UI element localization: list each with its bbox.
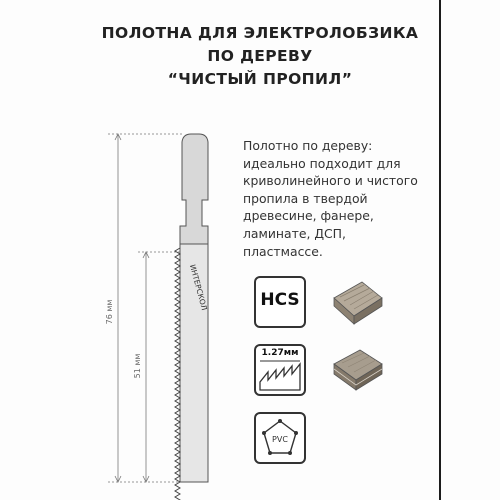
pvc-material-icon [254, 412, 306, 464]
total-length-label: 76 мм [105, 299, 114, 325]
laminate-board-icon [332, 344, 384, 394]
description-line: древесине, фанере, [243, 208, 374, 224]
tooth-pitch-icon [254, 344, 306, 396]
description-line: ламинате, ДСП, [243, 225, 346, 241]
working-length-label: 51 мм [133, 353, 142, 379]
total-length-dimension [108, 134, 182, 482]
tooth-pitch-label: 1.27мм [261, 348, 299, 358]
description-line: идеально подходит для [243, 155, 401, 171]
hcs-steel-icon [254, 276, 306, 328]
blade-shank [180, 134, 208, 244]
description-line: Полотно по дереву: [243, 138, 373, 153]
blade-description [243, 137, 443, 260]
pvc-label: PVC [272, 435, 288, 444]
blade-teeth [175, 248, 180, 500]
description-line: криволинейного и чистого [243, 173, 418, 189]
saw-teeth-icon [256, 346, 304, 394]
description-line: пропила в твердой [243, 190, 368, 206]
laminate-board-picture [332, 344, 384, 394]
title-line-2: ПО ДЕРЕВУ [207, 47, 313, 65]
title-line-3: “ЧИСТЫЙ ПРОПИЛ” [167, 70, 353, 88]
hcs-label: HCS [260, 290, 300, 310]
wood-board-picture [332, 276, 384, 326]
blade-brand-mark: ИНТЕРСКОЛ [187, 263, 209, 312]
description-line: пластмассе. [243, 243, 323, 259]
pvc-pentagon-icon [256, 414, 304, 462]
title-line-1: ПОЛОТНА ДЛЯ ЭЛЕКТРОЛОБЗИКА [101, 24, 419, 42]
wood-board-icon [332, 276, 384, 326]
